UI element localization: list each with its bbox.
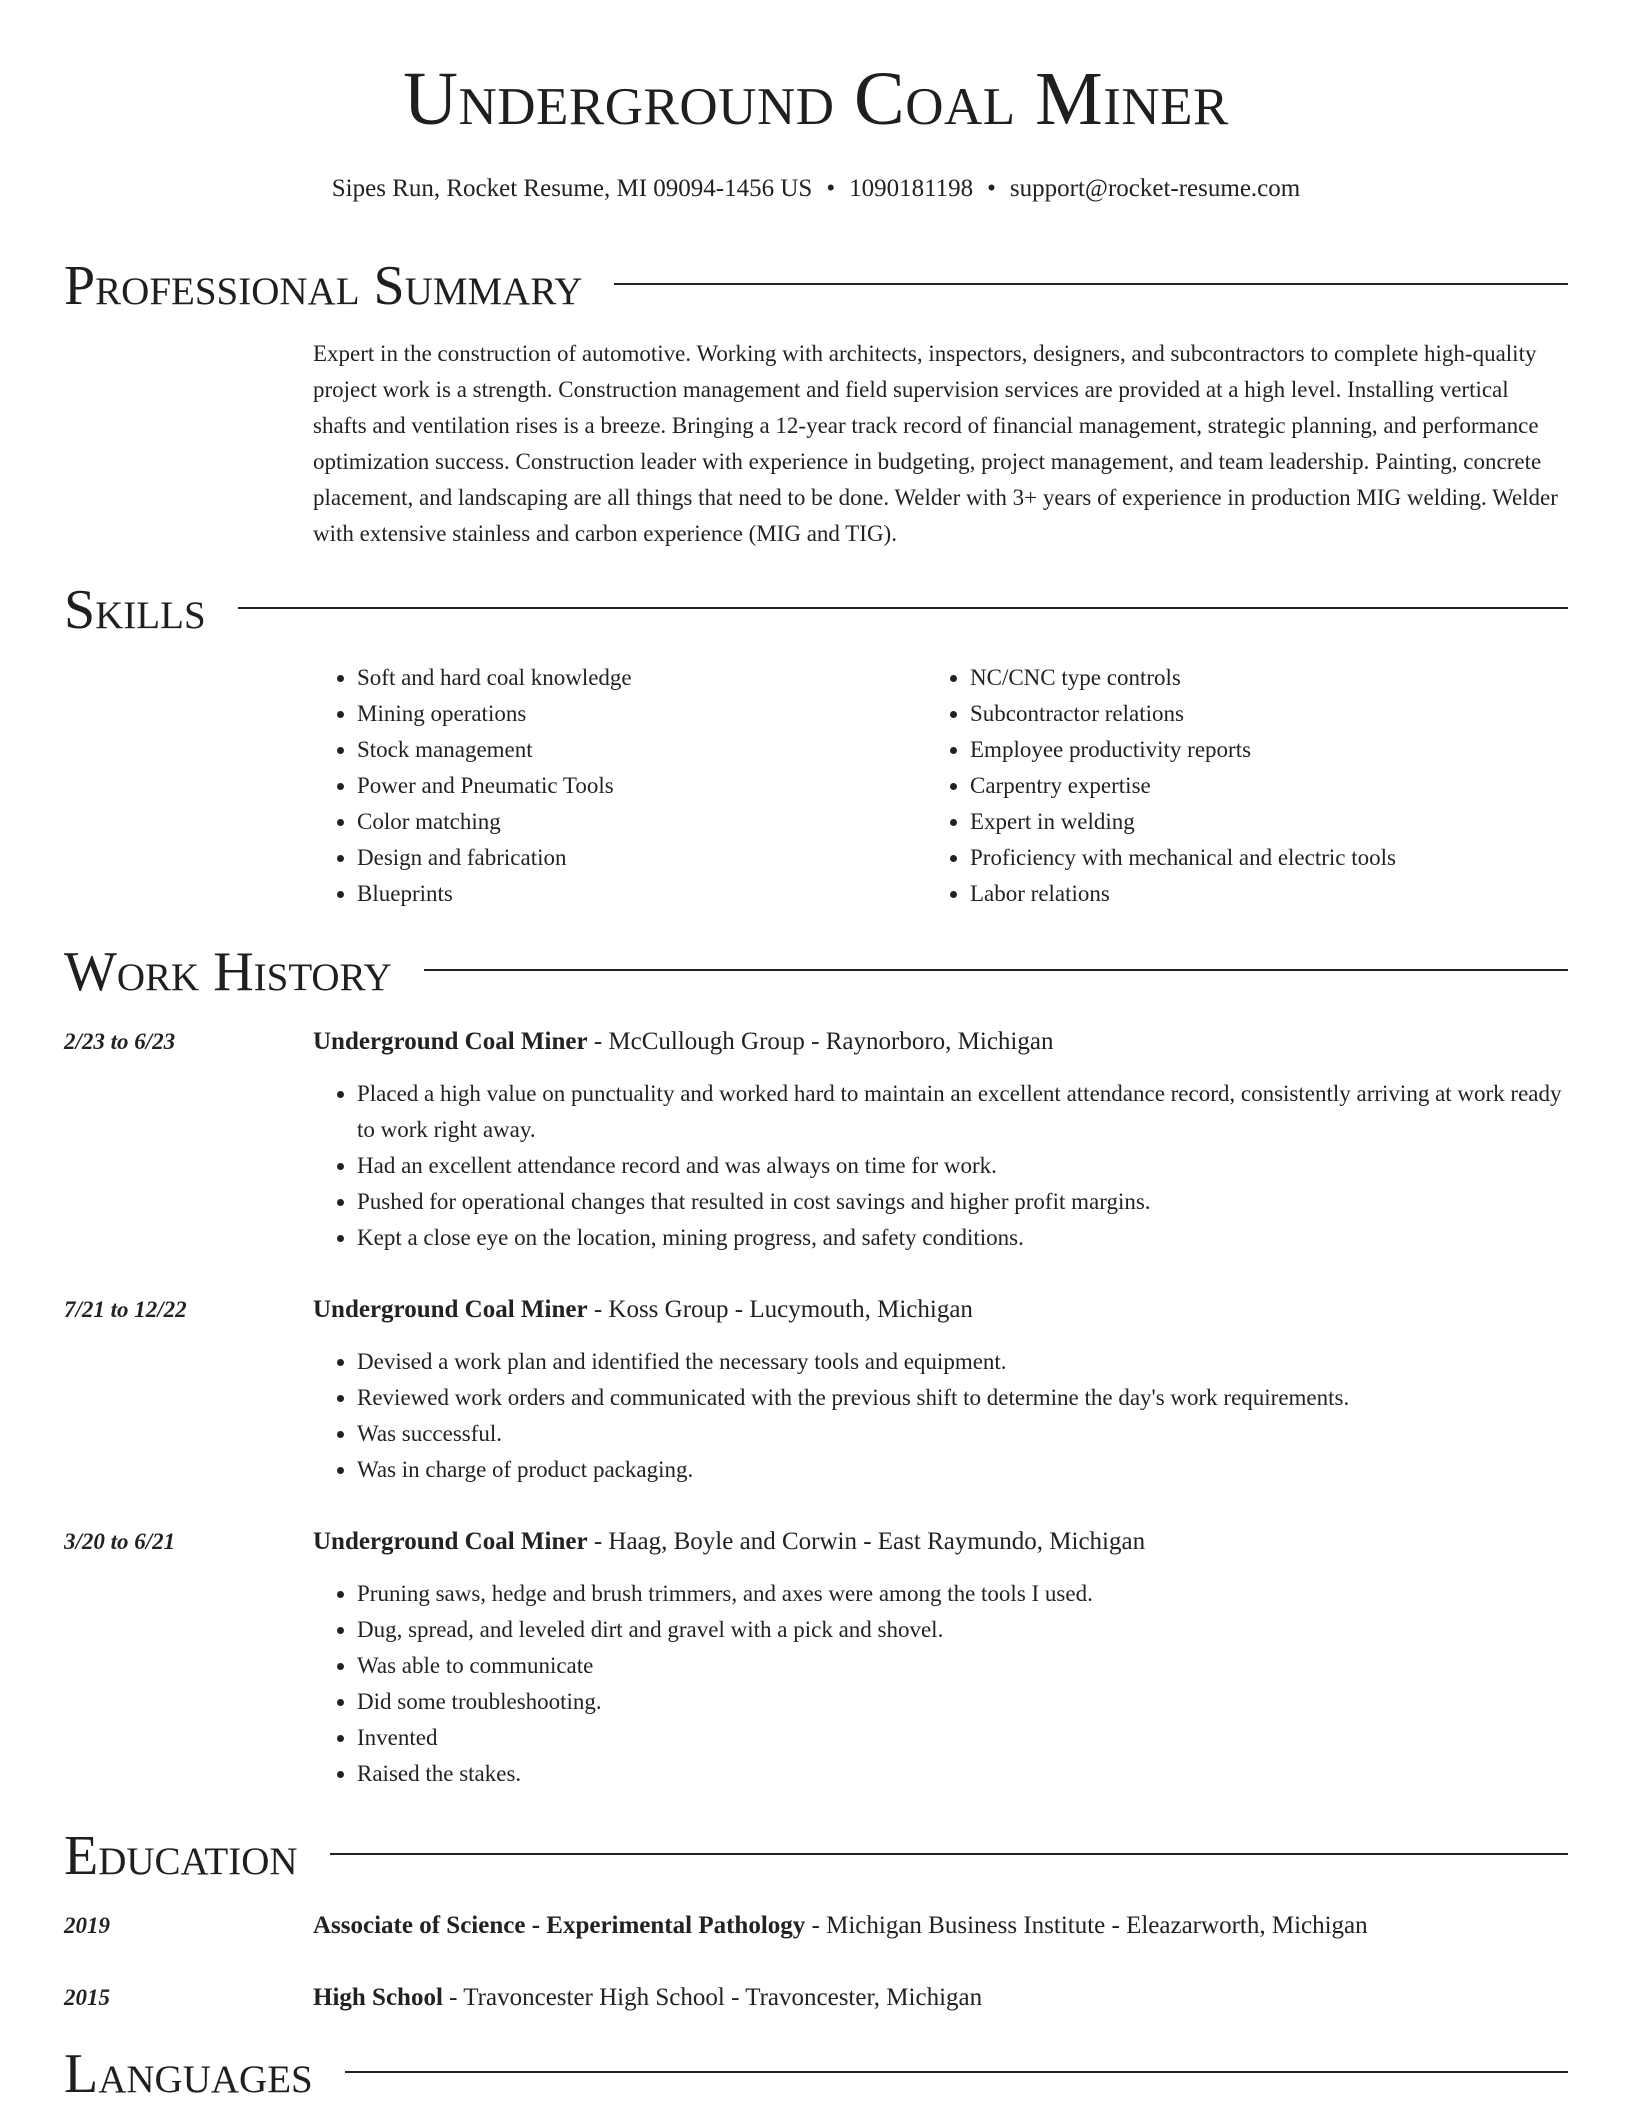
job-details: - Koss Group - Lucymouth, Michigan: [587, 1296, 973, 1323]
job-bullets: [313, 1076, 1568, 1256]
job-bullet: • Devised a work plan and identified the necessary tools and equipment.: [357, 1344, 1568, 1380]
skill-item: • Proficiency with mechanical and electric tools: [970, 840, 1568, 876]
education-details: - Michigan Business Institute - Eleazarworth, Michigan: [805, 1912, 1368, 1939]
job-bullets: [313, 1576, 1568, 1792]
education-details: - Travoncester High School - Travoncester, Michigan: [442, 1984, 983, 2011]
job-bullet: • Was successful.: [357, 1416, 1568, 1452]
section-header-work: [64, 942, 1568, 1002]
skill-item: • Mining operations: [357, 696, 873, 732]
section-header-skills: [64, 580, 1568, 640]
job-bullet: • Pushed for operational changes that resulted in cost savings and higher profit margins.: [357, 1184, 1568, 1220]
job-title: Underground Coal Miner: [313, 1028, 588, 1055]
contact-separator: •: [987, 175, 996, 202]
skill-item: • Expert in welding: [970, 804, 1568, 840]
job-bullet: • Raised the stakes.: [357, 1756, 1568, 1792]
job-dates: 7/21 to 12/22: [64, 1297, 187, 1322]
job-details: - Haag, Boyle and Corwin - East Raymundo, Michigan: [587, 1528, 1146, 1555]
job-bullet: • Pruning saws, hedge and brush trimmers, and axes were among the tools I used.: [357, 1576, 1568, 1612]
skill-item: • Labor relations: [970, 876, 1568, 912]
contact-line: [0, 174, 1632, 204]
job-bullets: [313, 1344, 1568, 1488]
job-bullet: • Kept a close eye on the location, mining progress, and safety conditions.: [357, 1220, 1568, 1256]
skill-item: • Design and fabrication: [357, 840, 873, 876]
job-heading: [313, 1524, 1568, 1560]
skills-column-left: [313, 660, 873, 912]
section-header-summary: [64, 256, 1568, 316]
candidate-name: Underground Coal Miner: [403, 57, 1229, 141]
education-degree: High School: [313, 1984, 443, 2011]
section-divider: [345, 2071, 1568, 2073]
skills-column-right: [926, 660, 1568, 912]
job-bullet: • Did some troubleshooting.: [357, 1684, 1568, 1720]
section-title: Education: [64, 1825, 298, 1887]
skill-item: • Stock management: [357, 732, 873, 768]
skill-item: • Subcontractor relations: [970, 696, 1568, 732]
summary-text: Expert in the construction of automotive. Working with architects, inspectors, designers, and subcontractors to complete high-quality project work is a strength. Construction management and field supervision services are provided at a high level. Installing vertical shafts and ventilation rises is a breeze. Bringing a 12-year track record of financial management, strategic planning, and performance optimization success. Construction leader with experience in budgeting, project management, and team leadership. Painting, concrete placement, and landscaping are all things that need to be done. Welder with 3+ years of experience in production MIG welding. Welder with extensive stainless and carbon experience (MIG and TIG).: [313, 341, 1558, 546]
job-details: - McCullough Group - Raynorboro, Michigan: [587, 1028, 1054, 1055]
section-title: Work History: [64, 941, 392, 1003]
skill-item: • Soft and hard coal knowledge: [357, 660, 873, 696]
skill-item: • Carpentry expertise: [970, 768, 1568, 804]
job-bullet: • Had an excellent attendance record and was always on time for work.: [357, 1148, 1568, 1184]
contact-email[interactable]: support@rocket-resume.com: [1009, 175, 1301, 202]
section-header-education: [64, 1826, 1568, 1886]
job-bullet: • Was in charge of product packaging.: [357, 1452, 1568, 1488]
education-heading: [313, 1908, 1568, 1944]
job-bullet: • Dug, spread, and leveled dirt and gravel with a pick and shovel.: [357, 1612, 1568, 1648]
skill-item: • Color matching: [357, 804, 873, 840]
skill-item: • Power and Pneumatic Tools: [357, 768, 873, 804]
education-degree: Associate of Science - Experimental Pathology: [313, 1912, 806, 1939]
section-divider: [424, 969, 1568, 971]
job-bullet: • Reviewed work orders and communicated with the previous shift to determine the day's work requirements.: [357, 1380, 1568, 1416]
job-dates: 2/23 to 6/23: [64, 1029, 176, 1054]
job-bullet: • Was able to communicate: [357, 1648, 1568, 1684]
job-bullet: • Invented: [357, 1720, 1568, 1756]
job-title: Underground Coal Miner: [313, 1296, 588, 1323]
job-heading: [313, 1292, 1568, 1328]
section-divider: [238, 607, 1568, 609]
section-title: Professional Summary: [64, 255, 583, 317]
education-year: 2015: [64, 1985, 110, 2010]
contact-address: Sipes Run, Rocket Resume, MI 09094-1456 US: [331, 175, 813, 202]
skill-item: • NC/CNC type controls: [970, 660, 1568, 696]
job-bullet: • Placed a high value on punctuality and worked hard to maintain an excellent attendance record, consistently arriving at work ready to work right away.: [357, 1076, 1568, 1148]
job-title: Underground Coal Miner: [313, 1528, 588, 1555]
section-divider: [614, 283, 1568, 285]
education-year: 2019: [64, 1913, 110, 1938]
skill-item: • Blueprints: [357, 876, 873, 912]
section-title: Skills: [64, 579, 206, 641]
contact-phone: 1090181198: [849, 175, 974, 202]
education-heading: [313, 1980, 1568, 2016]
job-heading: [313, 1024, 1568, 1060]
section-title: Languages: [64, 2043, 313, 2105]
contact-separator: •: [826, 175, 836, 202]
section-header-languages: [64, 2044, 1568, 2104]
job-dates: 3/20 to 6/21: [64, 1529, 176, 1554]
skill-item: • Employee productivity reports: [970, 732, 1568, 768]
section-divider: [330, 1853, 1568, 1855]
